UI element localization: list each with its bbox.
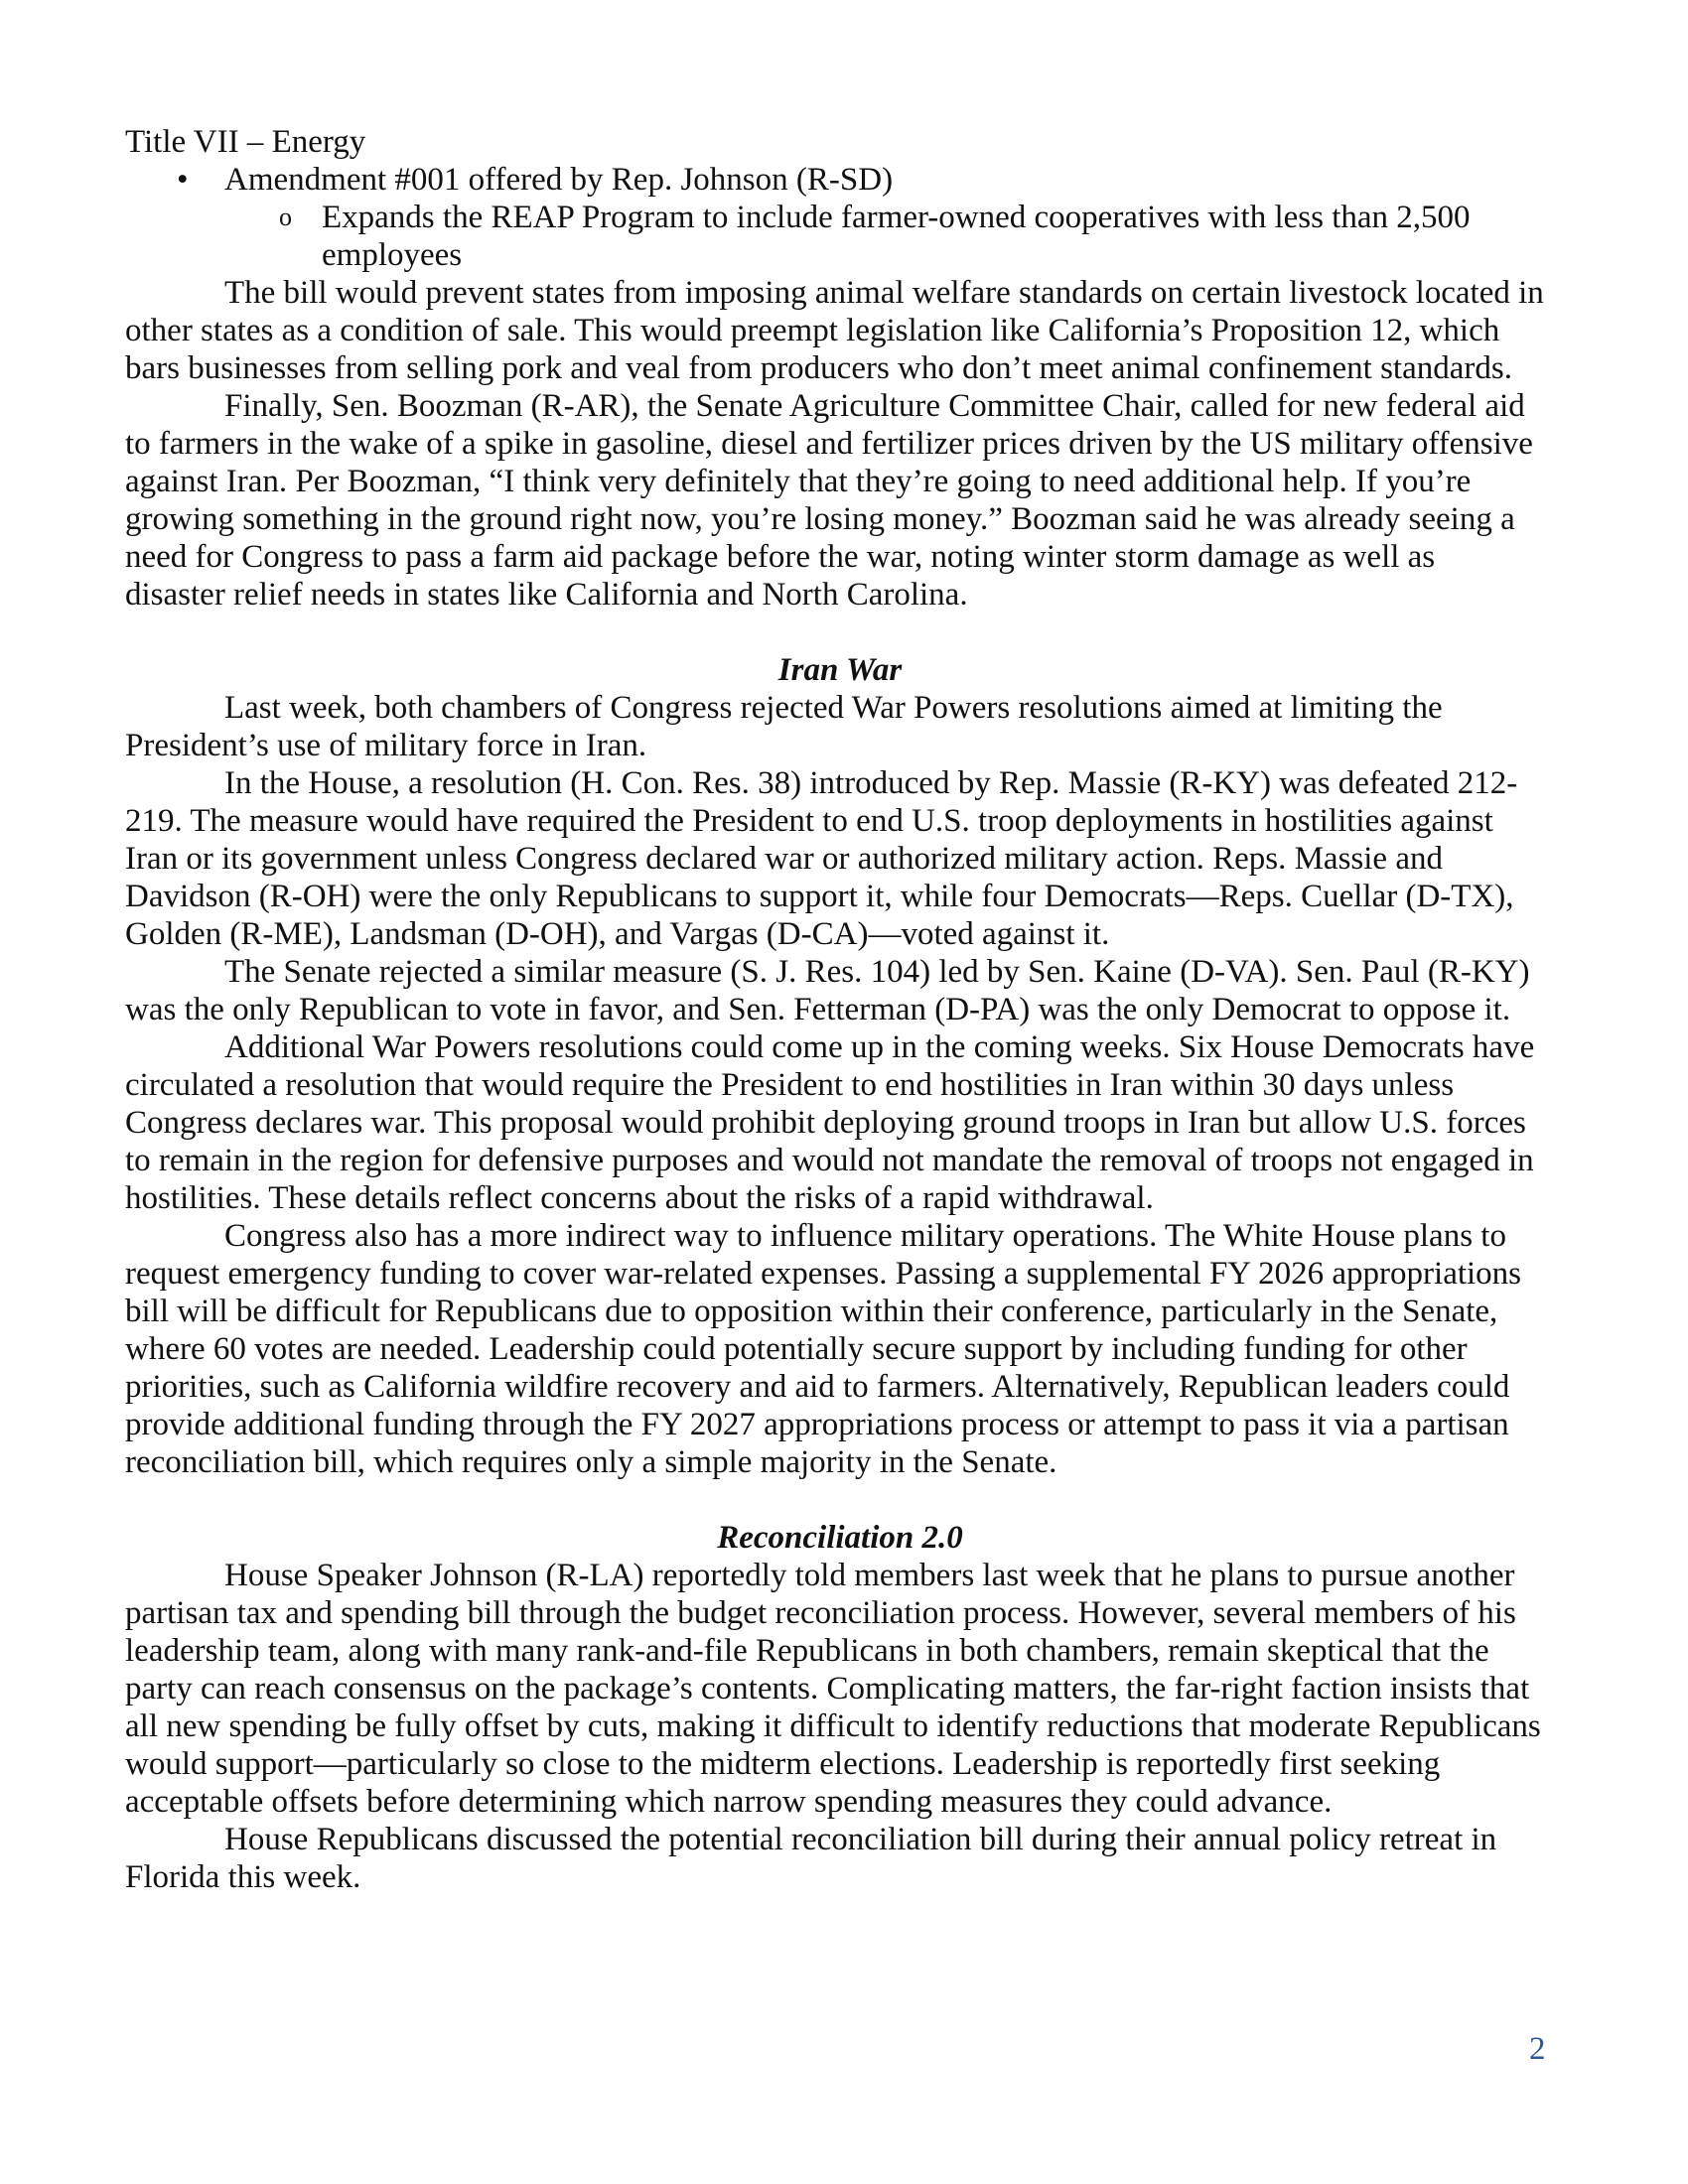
paragraph-line: Congress also has a more indirect way to influence military operations. The White House plans to <box>224 1218 1506 1254</box>
sub-bullet-text: Expands the REAP Program to include farmer-owned cooperatives with less than 2,500 <box>322 200 1471 235</box>
paragraph-line: bars businesses from selling pork and veal from producers who don’t meet animal confinement standards. <box>125 350 1512 386</box>
paragraph-line: Finally, Sen. Boozman (R-AR), the Senate Agriculture Committee Chair, called for new federal aid <box>224 388 1525 424</box>
paragraph-line: The Senate rejected a similar measure (S. J. Res. 104) led by Sen. Kaine (D-VA). Sen. Paul (R-KY) <box>224 954 1530 990</box>
paragraph-line: reconciliation bill, which requires only a simple majority in the Senate. <box>125 1444 1057 1480</box>
document-body <box>125 123 1555 1896</box>
paragraph-line: Golden (R-ME), Landsman (D-OH), and Vargas (D-CA)—voted against it. <box>125 916 1110 952</box>
paragraph <box>125 689 1555 764</box>
paragraph-line: where 60 votes are needed. Leadership could potentially secure support by including funding for other <box>125 1331 1468 1367</box>
paragraph <box>125 387 1555 614</box>
paragraph <box>125 1557 1555 1821</box>
paragraph <box>125 1217 1555 1481</box>
paragraph-line: Davidson (R-OH) were the only Republicans to support it, while four Democrats—Reps. Cuellar (D-TX), <box>125 879 1514 914</box>
bullet-icon: • <box>177 162 189 198</box>
paragraph-line: Additional War Powers resolutions could come up in the coming weeks. Six House Democrats have <box>224 1029 1535 1065</box>
paragraph-line: The bill would prevent states from imposing animal welfare standards on certain livestock located in <box>224 275 1544 311</box>
paragraph-line: to farmers in the wake of a spike in gasoline, diesel and fertilizer prices driven by the US military offensive <box>125 426 1533 462</box>
paragraph <box>125 764 1555 953</box>
paragraph-line: Congress declares war. This proposal would prohibit deploying ground troops in Iran but allow U.S. forces <box>125 1105 1526 1141</box>
paragraph-line: Iran or its government unless Congress declared war or authorized military action. Reps. Massie and <box>125 841 1443 877</box>
paragraph-line: would support—particularly so close to the midterm elections. Leadership is reportedly first seeking <box>125 1746 1441 1782</box>
circle-bullet-icon: o <box>279 203 292 231</box>
paragraph-line: provide additional funding through the FY 2027 appropriations process or attempt to pass it via a partisan <box>125 1407 1509 1442</box>
sub-bullet-item-cont: employees <box>322 237 463 273</box>
paragraph <box>125 274 1555 387</box>
paragraph-line: bill will be difficult for Republicans due to opposition within their conference, particularly in the Senate, <box>125 1294 1498 1329</box>
section-title: Title VII – Energy <box>125 124 366 160</box>
paragraph-line: against Iran. Per Boozman, “I think very definitely that they’re going to need additional help. If you’re <box>125 464 1472 499</box>
paragraph-line: was the only Republican to vote in favor, and Sen. Fetterman (D-PA) was the only Democrat to oppose it. <box>125 992 1511 1027</box>
bullet-text: Amendment #001 offered by Rep. Johnson (R-SD) <box>224 162 894 198</box>
paragraph-line: circulated a resolution that would require the President to end hostilities in Iran within 30 days unless <box>125 1067 1455 1103</box>
paragraph-line: all new spending be fully offset by cuts, making it difficult to identify reductions that moderate Republicans <box>125 1708 1541 1744</box>
paragraph-line: party can reach consensus on the package’s contents. Complicating matters, the far-right faction insists that <box>125 1671 1530 1706</box>
paragraph-line: partisan tax and spending bill through the budget reconciliation process. However, several members of his <box>125 1595 1516 1631</box>
paragraph-line: need for Congress to pass a farm aid package before the war, noting winter storm damage as well as <box>125 539 1436 575</box>
paragraph-line: Last week, both chambers of Congress rejected War Powers resolutions aimed at limiting the <box>224 690 1443 726</box>
section-heading-reconciliation: Reconciliation 2.0 <box>717 1520 963 1556</box>
paragraph-line: acceptable offsets before determining which narrow spending measures they could advance. <box>125 1784 1333 1820</box>
paragraph-line: leadership team, along with many rank-and-file Republicans in both chambers, remain skeptical that the <box>125 1633 1489 1669</box>
page-number: 2 <box>1529 2031 1546 2067</box>
paragraph <box>125 1028 1555 1217</box>
paragraph-line: other states as a condition of sale. This would preempt legislation like California’s Proposition 12, which <box>125 313 1500 348</box>
paragraph-line: In the House, a resolution (H. Con. Res. 38) introduced by Rep. Massie (R-KY) was defeated 212- <box>224 765 1518 801</box>
sub-bullet-item <box>125 199 1555 236</box>
paragraph <box>125 1821 1555 1896</box>
paragraph-line: priorities, such as California wildfire recovery and aid to farmers. Alternatively, Republican leaders could <box>125 1369 1510 1405</box>
paragraph-line: growing something in the ground right now, you’re losing money.” Boozman said he was already seeing a <box>125 501 1515 537</box>
paragraph-line: President’s use of military force in Iran. <box>125 728 647 763</box>
paragraph-line: Florida this week. <box>125 1859 361 1895</box>
paragraph-line: House Speaker Johnson (R-LA) reportedly told members last week that he plans to pursue another <box>224 1558 1515 1593</box>
paragraph-line: request emergency funding to cover war-related expenses. Passing a supplemental FY 2026 appropriations <box>125 1256 1522 1292</box>
paragraph-line: 219. The measure would have required the President to end U.S. troop deployments in hostilities against <box>125 803 1493 839</box>
paragraph-line: to remain in the region for defensive purposes and would not mandate the removal of troops not engaged in <box>125 1143 1534 1178</box>
bullet-item <box>125 161 1555 199</box>
section-heading-iran-war: Iran War <box>777 652 903 688</box>
paragraph-line: disaster relief needs in states like California and North Carolina. <box>125 577 968 613</box>
paragraph <box>125 953 1555 1028</box>
paragraph-line: House Republicans discussed the potential reconciliation bill during their annual policy retreat in <box>224 1822 1497 1857</box>
paragraph-line: hostilities. These details reflect concerns about the risks of a rapid withdrawal. <box>125 1180 1154 1216</box>
